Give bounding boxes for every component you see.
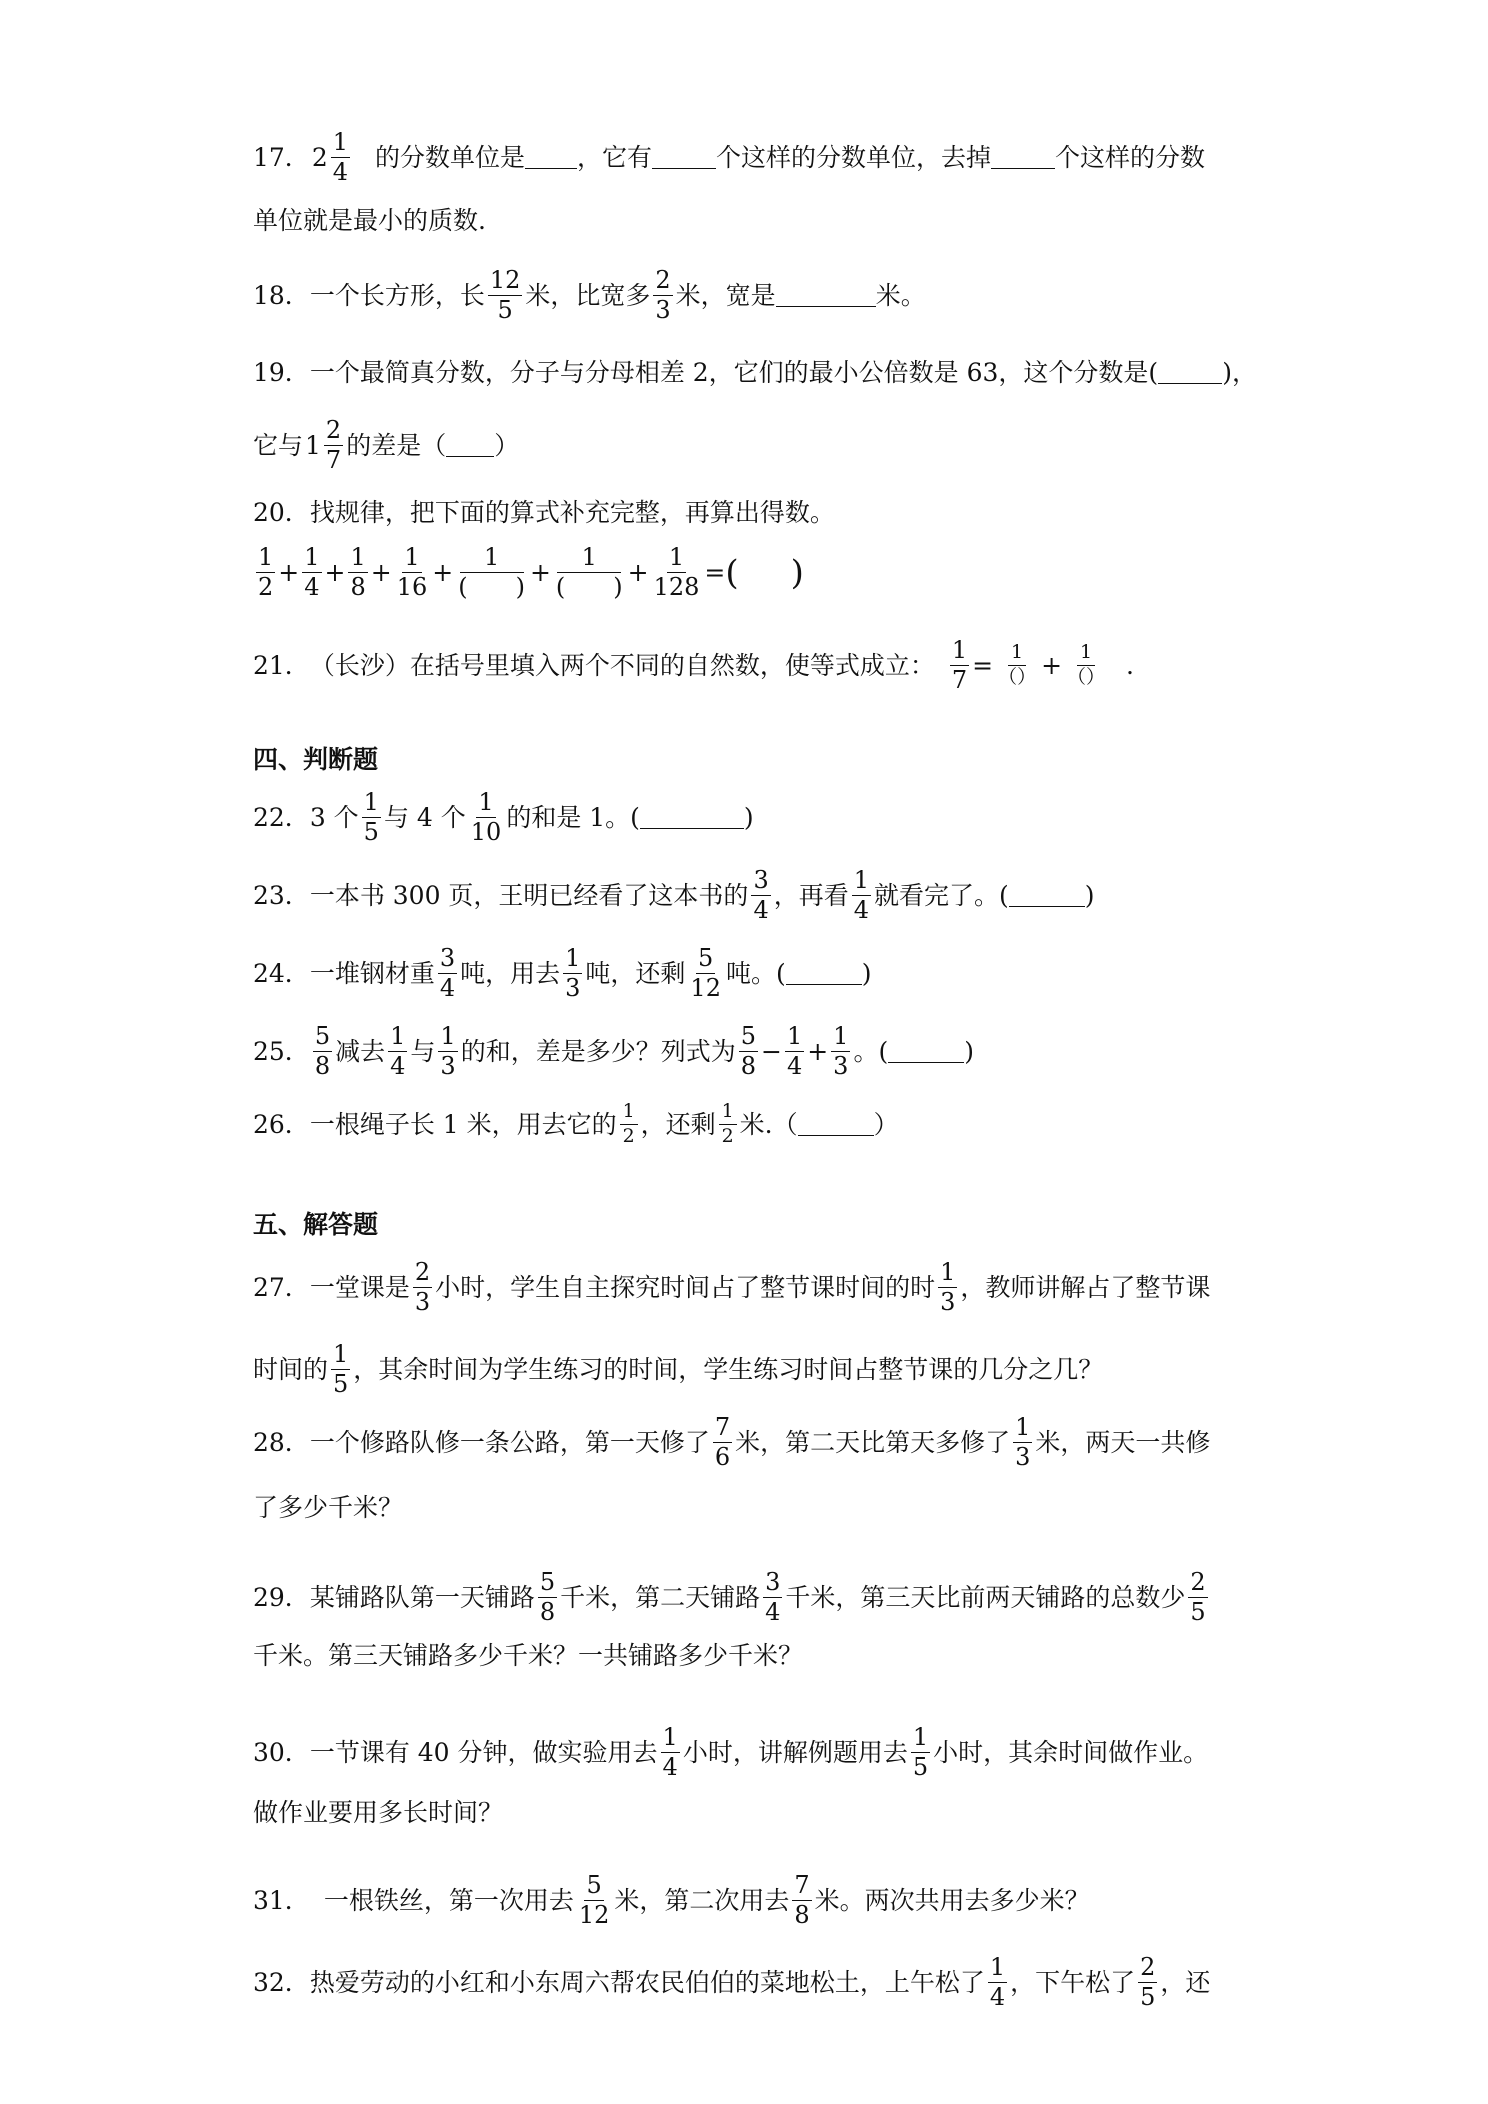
answer-paren-close: ) — [790, 552, 804, 593]
text: （长沙）在括号里填入两个不同的自然数，使等式成立： — [309, 651, 935, 681]
question-30 — [253, 1725, 1208, 1780]
question-number: 19． — [253, 358, 310, 387]
question-28-line2 — [253, 1495, 403, 1520]
question-21 — [253, 638, 1134, 693]
fraction: $\frac{2}{3}$ — [414, 1258, 431, 1317]
text: 米.（ — [739, 1109, 798, 1139]
text: 。( — [853, 1037, 889, 1067]
question-number: 24． — [253, 959, 310, 989]
plus-sign: + — [370, 558, 392, 588]
answer-paren-open: ( — [725, 552, 739, 593]
fraction: $\frac{1}{3}$ — [940, 1258, 956, 1317]
text: 某铺路队第一天铺路 — [309, 1583, 535, 1613]
text: 的和，差是多少？列式为 — [460, 1037, 736, 1067]
fraction: $\frac{1}{5}$ — [912, 1723, 929, 1782]
fraction: $\frac{1}{4}$ — [786, 1022, 803, 1081]
text: 就看完了。( — [874, 881, 1009, 911]
plus-sign: + — [432, 558, 454, 588]
answer-blank[interactable] — [776, 284, 876, 307]
text: ) — [743, 803, 754, 833]
blank-fraction[interactable]: $\frac{1}{( )}$ — [458, 543, 525, 602]
mixed-whole: 1 — [305, 431, 321, 461]
blank-fraction[interactable]: $\frac{1}{( )}$ — [555, 543, 623, 602]
equals-sign: = — [972, 651, 994, 681]
plus-sign: + — [627, 558, 649, 588]
answer-blank[interactable] — [888, 1040, 964, 1063]
fraction: $\frac{3}{4}$ — [753, 866, 769, 925]
fraction: $\frac{1}{3}$ — [1015, 1413, 1031, 1472]
text: 小时，讲解例题用去 — [682, 1738, 908, 1768]
answer-blank[interactable] — [446, 434, 494, 457]
text: ，它有 — [577, 143, 653, 173]
fraction: $\frac{3}{4}$ — [439, 944, 456, 1003]
fraction: $\frac{5}{12}$ — [578, 1871, 610, 1930]
question-17 — [253, 130, 1205, 185]
answer-blank[interactable] — [525, 146, 577, 169]
fraction: $\frac{5}{8}$ — [740, 1022, 756, 1081]
text: 小时，学生自主探究时间占了整节课时间的时 — [435, 1273, 936, 1303]
fraction: $\frac{1}{4}$ — [304, 543, 320, 602]
text: ） — [494, 431, 520, 461]
text: 的差是（ — [346, 431, 447, 461]
equals-sign: = — [704, 558, 726, 588]
text: ） — [873, 1109, 899, 1139]
text: 一个长方形，长 — [309, 281, 485, 311]
question-23 — [253, 868, 1095, 923]
answer-blank[interactable] — [1009, 884, 1085, 907]
question-30-line2 — [253, 1800, 503, 1825]
fraction: $\frac{1}{7}$ — [951, 636, 968, 695]
fraction: $\frac{1}{4}$ — [390, 1022, 406, 1081]
question-28 — [253, 1415, 1210, 1470]
question-25 — [253, 1024, 974, 1079]
fraction: $\frac{1}{2}$ — [620, 1102, 638, 1147]
fraction: $\frac{1}{3}$ — [565, 944, 581, 1003]
text: 米，两天一共修 — [1035, 1428, 1211, 1458]
text: ，还剩 — [640, 1109, 716, 1139]
fraction: $\frac{1}{4}$ — [662, 1723, 678, 1782]
text: ，还 — [1160, 1968, 1211, 1998]
question-number: 32． — [253, 1968, 310, 1998]
text: )， — [1222, 358, 1257, 387]
text: 的分数单位是 — [375, 143, 526, 173]
fraction: $\frac{7}{8}$ — [794, 1871, 810, 1930]
answer-blank[interactable] — [1158, 361, 1222, 384]
question-number: 22． — [253, 803, 310, 833]
text: 吨，还剩 — [585, 959, 686, 989]
fraction: $\frac{1}{4}$ — [332, 128, 348, 187]
blank-fraction[interactable]: $\frac{1}{()}$ — [998, 641, 1037, 689]
text: ，教师讲解占了整节课 — [960, 1273, 1211, 1303]
fraction: $\frac{5}{12}$ — [690, 944, 721, 1003]
text: 千米。第三天铺路多少千米？一共铺路多少千米？ — [253, 1641, 804, 1670]
fraction: $\frac{2}{5}$ — [1190, 1568, 1206, 1627]
text: 米，第二次用去 — [614, 1886, 790, 1916]
fraction: $\frac{1}{8}$ — [350, 543, 366, 602]
text: 一根铁丝，第一次用去 — [323, 1886, 574, 1916]
question-number: 29． — [253, 1583, 310, 1613]
section-title: 五、解答题 — [253, 1210, 379, 1239]
text: 与 4 个 — [383, 803, 466, 833]
text: 米，第二天比第天多修了 — [735, 1428, 1011, 1458]
question-17-line2 — [253, 208, 486, 233]
fraction: $\frac{1}{2}$ — [258, 543, 274, 602]
question-number: 18． — [253, 281, 310, 311]
question-number: 28． — [253, 1428, 310, 1458]
question-20-formula — [253, 545, 804, 600]
text: 吨。( — [725, 959, 786, 989]
question-number: 25． — [253, 1037, 310, 1067]
fraction: $\frac{5}{8}$ — [539, 1568, 556, 1627]
fraction: $\frac{1}{4}$ — [853, 866, 870, 925]
text: ，其余时间为学生练习的时间，学生练习时间占整节课的几分之几？ — [353, 1355, 1104, 1385]
fraction: $\frac{2}{3}$ — [655, 266, 671, 325]
fraction: $\frac{1}{5}$ — [363, 788, 379, 847]
question-number: 20． — [253, 498, 310, 527]
question-22 — [253, 790, 754, 845]
mixed-whole: 2 — [311, 143, 328, 173]
question-27-line2 — [253, 1342, 1103, 1397]
fraction: $\frac{1}{16}$ — [396, 543, 428, 602]
text: 一个最简真分数，分子与分母相差 2，它们的最小公倍数是 63，这个分数是( — [309, 358, 1159, 387]
text: 米。两次共用去多少米？ — [814, 1886, 1090, 1916]
text: 米，宽是 — [675, 281, 776, 311]
text: 千米，第二天铺路 — [560, 1583, 761, 1613]
plus-sign: + — [278, 558, 300, 588]
fraction: $\frac{1}{5}$ — [333, 1340, 349, 1399]
answer-blank[interactable] — [786, 962, 862, 985]
text: 单位就是最小的质数. — [253, 206, 486, 235]
text: 热爱劳动的小红和小东周六帮农民伯伯的菜地松土，上午松了 — [309, 1968, 985, 1998]
fraction: $\frac{1}{3}$ — [440, 1022, 456, 1081]
plus-sign: + — [324, 558, 346, 588]
text: 小时，其余时间做作业。 — [933, 1738, 1209, 1768]
question-32 — [253, 1955, 1210, 2010]
text: 米。 — [875, 281, 926, 311]
question-19-line2 — [253, 418, 519, 473]
text: 做作业要用多长时间？ — [253, 1798, 504, 1827]
fraction: $\frac{1}{128}$ — [653, 543, 700, 602]
fraction: $\frac{7}{6}$ — [714, 1413, 731, 1472]
text: 一根绳子长 1 米，用去它的 — [309, 1109, 617, 1139]
text: 找规律，把下面的算式补充完整，再算出得数。 — [309, 498, 835, 527]
fraction: $\frac{1}{4}$ — [989, 1953, 1006, 2012]
text: 一堂课是 — [309, 1273, 410, 1303]
text: ) — [1084, 881, 1095, 911]
fraction: $\frac{1}{2}$ — [719, 1102, 737, 1147]
text: 米，比宽多 — [525, 281, 651, 311]
text: 减去 — [335, 1037, 386, 1067]
question-29 — [253, 1570, 1211, 1625]
text: 3 个 — [309, 803, 359, 833]
text: 一本书 300 页，王明已经看了这本书的 — [309, 881, 749, 911]
fraction: $\frac{12}{5}$ — [489, 266, 521, 325]
text: 时间的 — [253, 1355, 329, 1385]
question-number: 26． — [253, 1109, 310, 1139]
question-31 — [253, 1873, 1090, 1928]
fraction: $\frac{3}{4}$ — [765, 1568, 781, 1627]
question-24 — [253, 946, 872, 1001]
text: . — [1126, 651, 1134, 681]
plus-sign: + — [807, 1037, 829, 1067]
text: 一节课有 40 分钟，做实验用去 — [309, 1738, 658, 1768]
answer-blank[interactable] — [991, 146, 1055, 169]
question-number: 17． — [253, 143, 310, 173]
text: 的和是 1。( — [506, 803, 640, 833]
fraction: $\frac{2}{7}$ — [325, 416, 342, 475]
text: 个这样的分数 — [1055, 143, 1206, 173]
fraction: $\frac{2}{5}$ — [1140, 1953, 1156, 2012]
answer-blank[interactable] — [652, 146, 716, 169]
question-number: 27． — [253, 1273, 310, 1303]
text: 一堆钢材重 — [309, 959, 435, 989]
fraction: $\frac{5}{8}$ — [314, 1022, 331, 1081]
question-number: 31． — [253, 1886, 310, 1916]
section-title: 四、判断题 — [253, 745, 379, 774]
question-27 — [253, 1260, 1210, 1315]
text: 它与 — [253, 431, 304, 461]
answer-blank[interactable] — [640, 806, 744, 829]
text: 千米，第三天比前两天铺路的总数少 — [785, 1583, 1186, 1613]
question-18 — [253, 268, 926, 323]
fraction: $\frac{1}{10}$ — [470, 788, 502, 847]
blank-fraction[interactable]: $\frac{1}{()}$ — [1067, 641, 1106, 689]
question-number: 21． — [253, 651, 310, 681]
text: 了多少千米？ — [253, 1493, 404, 1522]
question-29-line2 — [253, 1643, 803, 1668]
text: 吨，用去 — [460, 959, 561, 989]
plus-sign: + — [1041, 651, 1063, 681]
answer-blank[interactable] — [798, 1113, 874, 1136]
text: ，下午松了 — [1010, 1968, 1136, 1998]
text: 一个修路队修一条公路，第一天修了 — [309, 1428, 710, 1458]
plus-sign: + — [529, 558, 551, 588]
fraction: $\frac{1}{3}$ — [833, 1022, 849, 1081]
minus-sign: − — [760, 1037, 782, 1067]
text: 个这样的分数单位，去掉 — [716, 143, 992, 173]
text: ) — [964, 1037, 974, 1067]
text: ) — [861, 959, 872, 989]
question-number: 23． — [253, 881, 310, 911]
question-26 — [253, 1102, 899, 1147]
question-20 — [253, 500, 835, 525]
text: 与 — [410, 1037, 436, 1067]
text: ，再看 — [773, 881, 849, 911]
question-number: 30． — [253, 1738, 310, 1768]
question-19 — [253, 360, 1257, 385]
